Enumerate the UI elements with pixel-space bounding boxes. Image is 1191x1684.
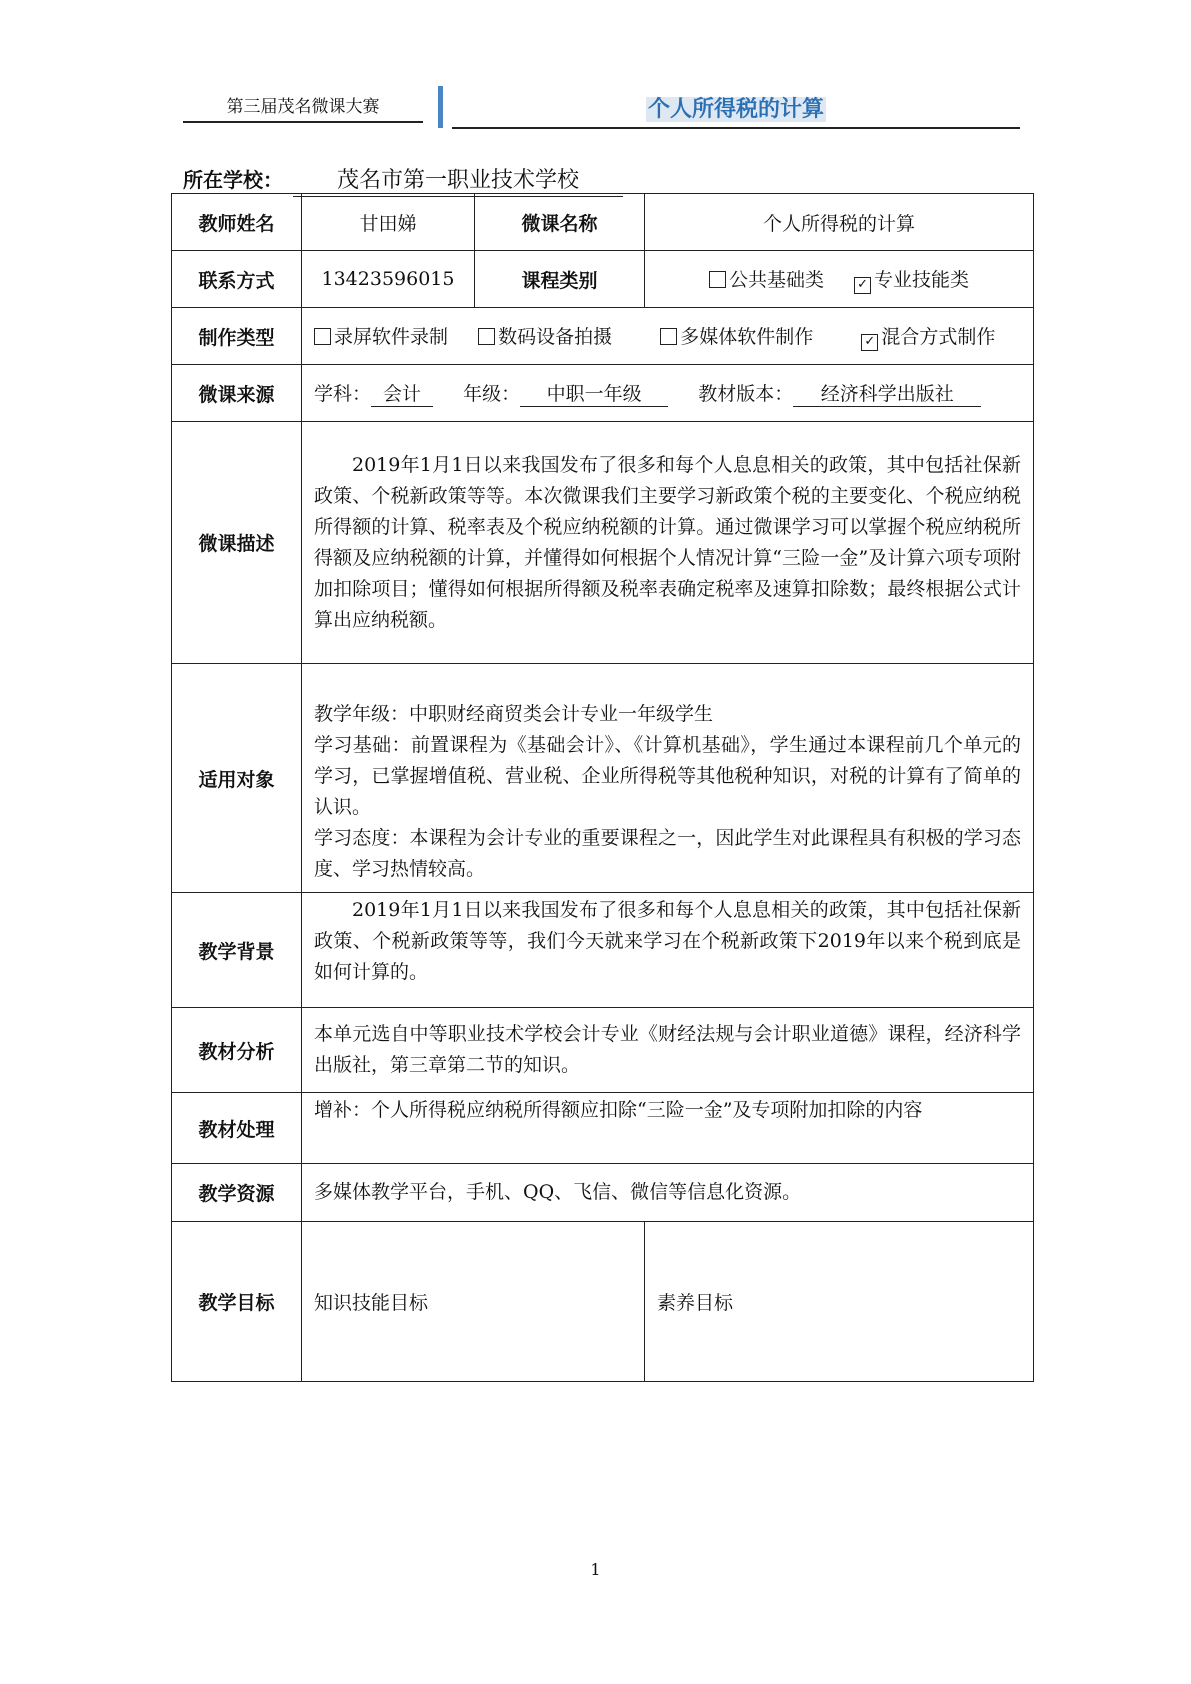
teacher-value: 甘田娣 xyxy=(302,194,475,251)
course-info-table xyxy=(171,193,1034,1382)
analysis-text: 本单元选自中等职业技术学校会计专业《财经法规与会计职业道德》课程，经济科学出版社，第三章第二节的知识。 xyxy=(302,1008,1034,1093)
production-options xyxy=(302,308,1034,365)
checkbox-icon[interactable] xyxy=(478,328,495,345)
textbook-label: 教材版本： xyxy=(698,383,794,405)
audience-attitude: 学习态度：本课程为会计专业的重要课程之一，因此学生对此课程具有积极的学习态度、学习热情较高。 xyxy=(314,827,1021,880)
audience-label: 适用对象 xyxy=(172,664,302,893)
subject-label: 学科： xyxy=(314,383,372,405)
contact-value: 13423596015 xyxy=(302,251,475,308)
teacher-label: 教师姓名 xyxy=(172,194,302,251)
background-text: 2019年1月1日以来我国发布了很多和每个人息息相关的政策，其中包括社保新政策、个税新政策等等，我们今天就来学习在个税新政策下2019年以来个税到底是如何计算的。 xyxy=(302,893,1034,1008)
header-divider-bar xyxy=(438,86,443,128)
checked-checkbox-icon[interactable]: ✓ xyxy=(854,277,871,294)
audience-grade: 教学年级：中职财经商贸类会计专业一年级学生 xyxy=(314,703,714,725)
row-processing xyxy=(172,1093,1034,1164)
row-production xyxy=(172,308,1034,365)
processing-text: 增补：个人所得税应纳税所得额应扣除“三险一金”及专项附加扣除的内容 xyxy=(302,1093,1034,1164)
row-resources xyxy=(172,1164,1034,1222)
row-goals xyxy=(172,1222,1034,1382)
row-analysis xyxy=(172,1008,1034,1093)
row-source xyxy=(172,365,1034,422)
row-contact xyxy=(172,251,1034,308)
category-option-public[interactable]: 公共基础类 xyxy=(709,269,824,291)
checked-checkbox-icon[interactable]: ✓ xyxy=(861,334,878,351)
row-background xyxy=(172,893,1034,1008)
resources-text: 多媒体教学平台，手机、QQ、飞信、微信等信息化资源。 xyxy=(302,1164,1034,1222)
document-title: 个人所得税的计算 xyxy=(647,97,824,122)
checkbox-icon[interactable] xyxy=(709,271,726,288)
production-label: 制作类型 xyxy=(172,308,302,365)
contact-label: 联系方式 xyxy=(172,251,302,308)
grade-value: 中职一年级 xyxy=(520,379,668,407)
source-label: 微课来源 xyxy=(172,365,302,422)
background-label: 教学背景 xyxy=(172,893,302,1008)
course-name-label: 微课名称 xyxy=(475,194,645,251)
header-title-area xyxy=(452,92,1020,129)
row-audience xyxy=(172,664,1034,893)
school-label: 所在学校： xyxy=(183,168,283,192)
school-value: 茂名市第一职业技术学校 xyxy=(293,163,623,197)
production-option-camera[interactable]: 数码设备拍摄 xyxy=(478,326,612,348)
checkbox-icon[interactable] xyxy=(660,328,677,345)
production-option-screen[interactable]: 录屏软件录制 xyxy=(314,326,448,348)
category-label: 课程类别 xyxy=(475,251,645,308)
goals-knowledge: 知识技能目标 xyxy=(302,1222,645,1382)
checkbox-icon[interactable] xyxy=(314,328,331,345)
audience-foundation: 学习基础：前置课程为《基础会计》、《计算机基础》，学生通过本课程前几个单元的学习，已掌握增值税、营业税、企业所得税等其他税种知识，对税的计算有了简单的认识。 xyxy=(314,734,1021,818)
category-options xyxy=(645,251,1034,308)
textbook-value: 经济科学出版社 xyxy=(793,379,981,407)
row-teacher xyxy=(172,194,1034,251)
description-text: 2019年1月1日以来我国发布了很多和每个人息息相关的政策，其中包括社保新政策、个税新政策等等。本次微课我们主要学习新政策个税的主要变化、个税应纳税所得额的计算、税率表及个税应纳税额的计算。通过微课学习可以掌握个税应纳税所得额及应纳税额的计算，并懂得如何根据个人情况计算“三险一金”及计算六项专项附加扣除项目；懂得如何根据所得额及税率表确定税率及速算扣除数；最终根据公式计算出应纳税额。 xyxy=(302,422,1034,664)
analysis-label: 教材分析 xyxy=(172,1008,302,1093)
description-label: 微课描述 xyxy=(172,422,302,664)
grade-label: 年级： xyxy=(463,383,521,405)
row-description xyxy=(172,422,1034,664)
school-line xyxy=(183,163,623,197)
contest-name: 第三届茂名微课大赛 xyxy=(183,92,423,123)
production-option-multimedia[interactable]: 多媒体软件制作 xyxy=(660,326,813,348)
processing-label: 教材处理 xyxy=(172,1093,302,1164)
audience-text xyxy=(302,664,1034,893)
course-name-value: 个人所得税的计算 xyxy=(645,194,1034,251)
source-details xyxy=(302,365,1034,422)
goals-literacy: 素养目标 xyxy=(645,1222,1034,1382)
page-number: 1 xyxy=(590,1560,601,1579)
resources-label: 教学资源 xyxy=(172,1164,302,1222)
production-option-mixed[interactable]: ✓ 混合方式制作 xyxy=(861,326,995,348)
category-option-professional[interactable]: ✓ 专业技能类 xyxy=(854,269,969,291)
subject-value: 会计 xyxy=(371,379,433,407)
goals-label: 教学目标 xyxy=(172,1222,302,1382)
